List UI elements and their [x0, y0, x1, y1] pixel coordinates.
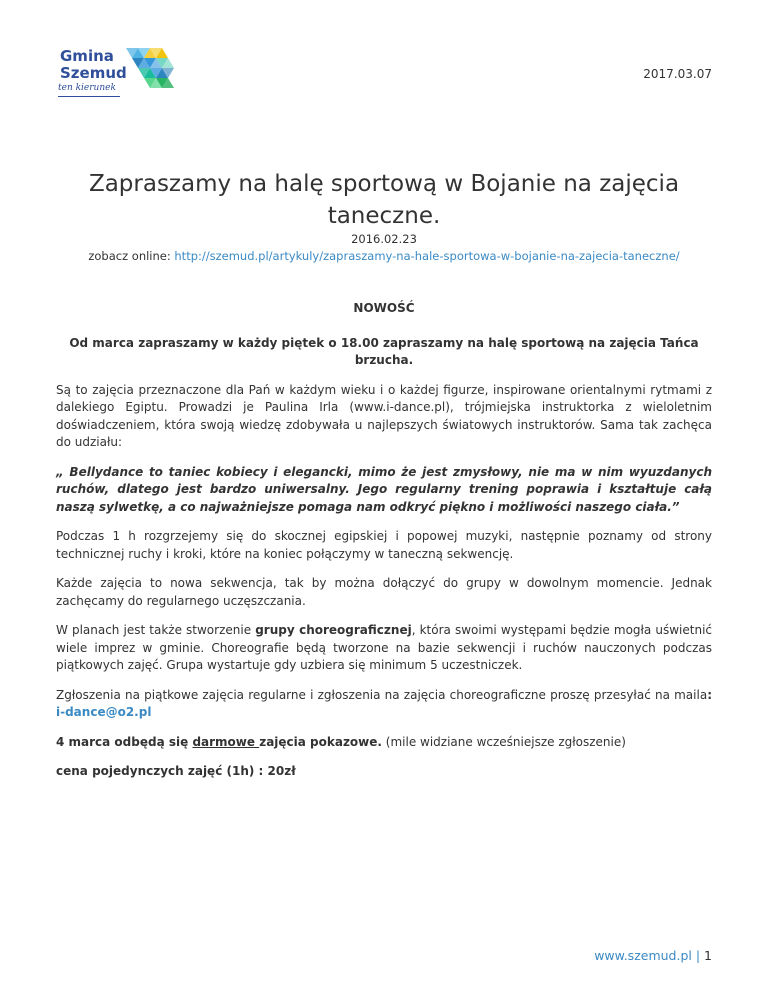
p5-start: Zgłoszenia na piątkowe zajęcia regularne i zgłoszenia na zajęcia choreograficzne proszę przesyłać na maila	[56, 687, 708, 702]
price-line: cena pojedynczych zajęć (1h) : 20zł	[56, 764, 296, 778]
logo-wordmark	[60, 48, 127, 82]
quote-paragraph: „ Bellydance to taniec kobiecy i elegancki, mimo że jest zmysłowy, nie ma w nim wyuzdanych ruchów, dlatego jest bardzo uniwersalny. Jego regularny trening poprawia i kształtuje całą naszą sylwetkę, a co najważniejsze pomaga nam odkryć piękno i możliwości naszego ciała.”	[56, 464, 712, 514]
online-label: zobacz online:	[88, 249, 175, 263]
page-footer	[594, 948, 712, 963]
footer-site-link[interactable]: www.szemud.pl	[594, 948, 692, 963]
p6-b: zajęcia pokazowe.	[259, 734, 382, 749]
footer-separator: |	[691, 948, 705, 963]
logo-tagline: ten kierunek	[58, 83, 116, 93]
article-body	[56, 290, 712, 793]
paragraph-sequences: Każde zajęcia to nowa sekwencja, tak by można dołączyć do grupy w dowolnym momencie. Jednak zachęcamy do regularnego uczęszczania.	[56, 576, 712, 608]
p4-end: , która swoimi występami będzie mogła uświetnić wiele imprez w gminie. Choreografie będą tworzone na bazie sekwencji i ruchów nauczonych podczas piątkowych zajęć. Grupa wystartuje gdy uzbiera się minimum 5 uczestniczek.	[56, 623, 713, 672]
intro-paragraph: Od marca zapraszamy w każdy piętek o 18.00 zapraszamy na halę sportową na zajęcia Tańca brzucha.	[69, 335, 699, 367]
p6-note: (mile widziane wcześniejsze zgłoszenie)	[381, 734, 626, 749]
p4-start: W planach jest także stworzenie	[56, 623, 256, 637]
document-date: 2017.03.07	[643, 67, 712, 81]
logo-tagline-underline	[58, 96, 120, 97]
gmina-szemud-logo	[56, 44, 196, 104]
logo-triangles-icon	[126, 48, 186, 100]
choreography-group-text: grupy choreograficznej	[255, 623, 412, 637]
section-heading: NOWOŚĆ	[353, 301, 415, 315]
logo-line1: Gmina	[60, 47, 114, 65]
paragraph-choreography	[56, 622, 712, 675]
paragraph-warmup: Podczas 1 h rozgrzejemy się do skocznej egipskiej i popowej muzyki, następnie poznamy od strony technicznej ruchy i kroki, które na koniec połączymy w taneczną sekwencję.	[56, 529, 712, 561]
page-title: Zapraszamy na halę sportową w Bojanie na zajęcia taneczne.	[88, 171, 680, 229]
logo-line2: Szemud	[60, 64, 127, 82]
email-link[interactable]: i-dance@o2.pl	[56, 705, 152, 719]
p5-colon: :	[707, 687, 712, 702]
paragraph-registration	[56, 687, 712, 722]
free-text: darmowe	[192, 734, 260, 749]
online-link-line	[56, 249, 712, 263]
page-number: 1	[704, 948, 712, 963]
article-url-link[interactable]: http://szemud.pl/artykuly/zapraszamy-na-hale-sportowa-w-bojanie-na-zajecia-taneczne/	[174, 249, 680, 263]
paragraph-instructor: Są to zajęcia przeznaczone dla Pań w każdym wieku i o każdej figurze, inspirowane orientalnymi rytmami z dalekiego Egiptu. Prowadzi je Paulina Irla (www.i-dance.pl), trójmiejska instruktorka z wieloletnim doświadczeniem, która swoją wiedzę zdobywała u najlepszych światowych instruktorów. Sama tak zachęca do udziału:	[56, 382, 712, 449]
p6-a: 4 marca odbędą się	[56, 734, 193, 749]
publication-date: 2016.02.23	[351, 232, 417, 246]
paragraph-free-class	[56, 734, 712, 752]
